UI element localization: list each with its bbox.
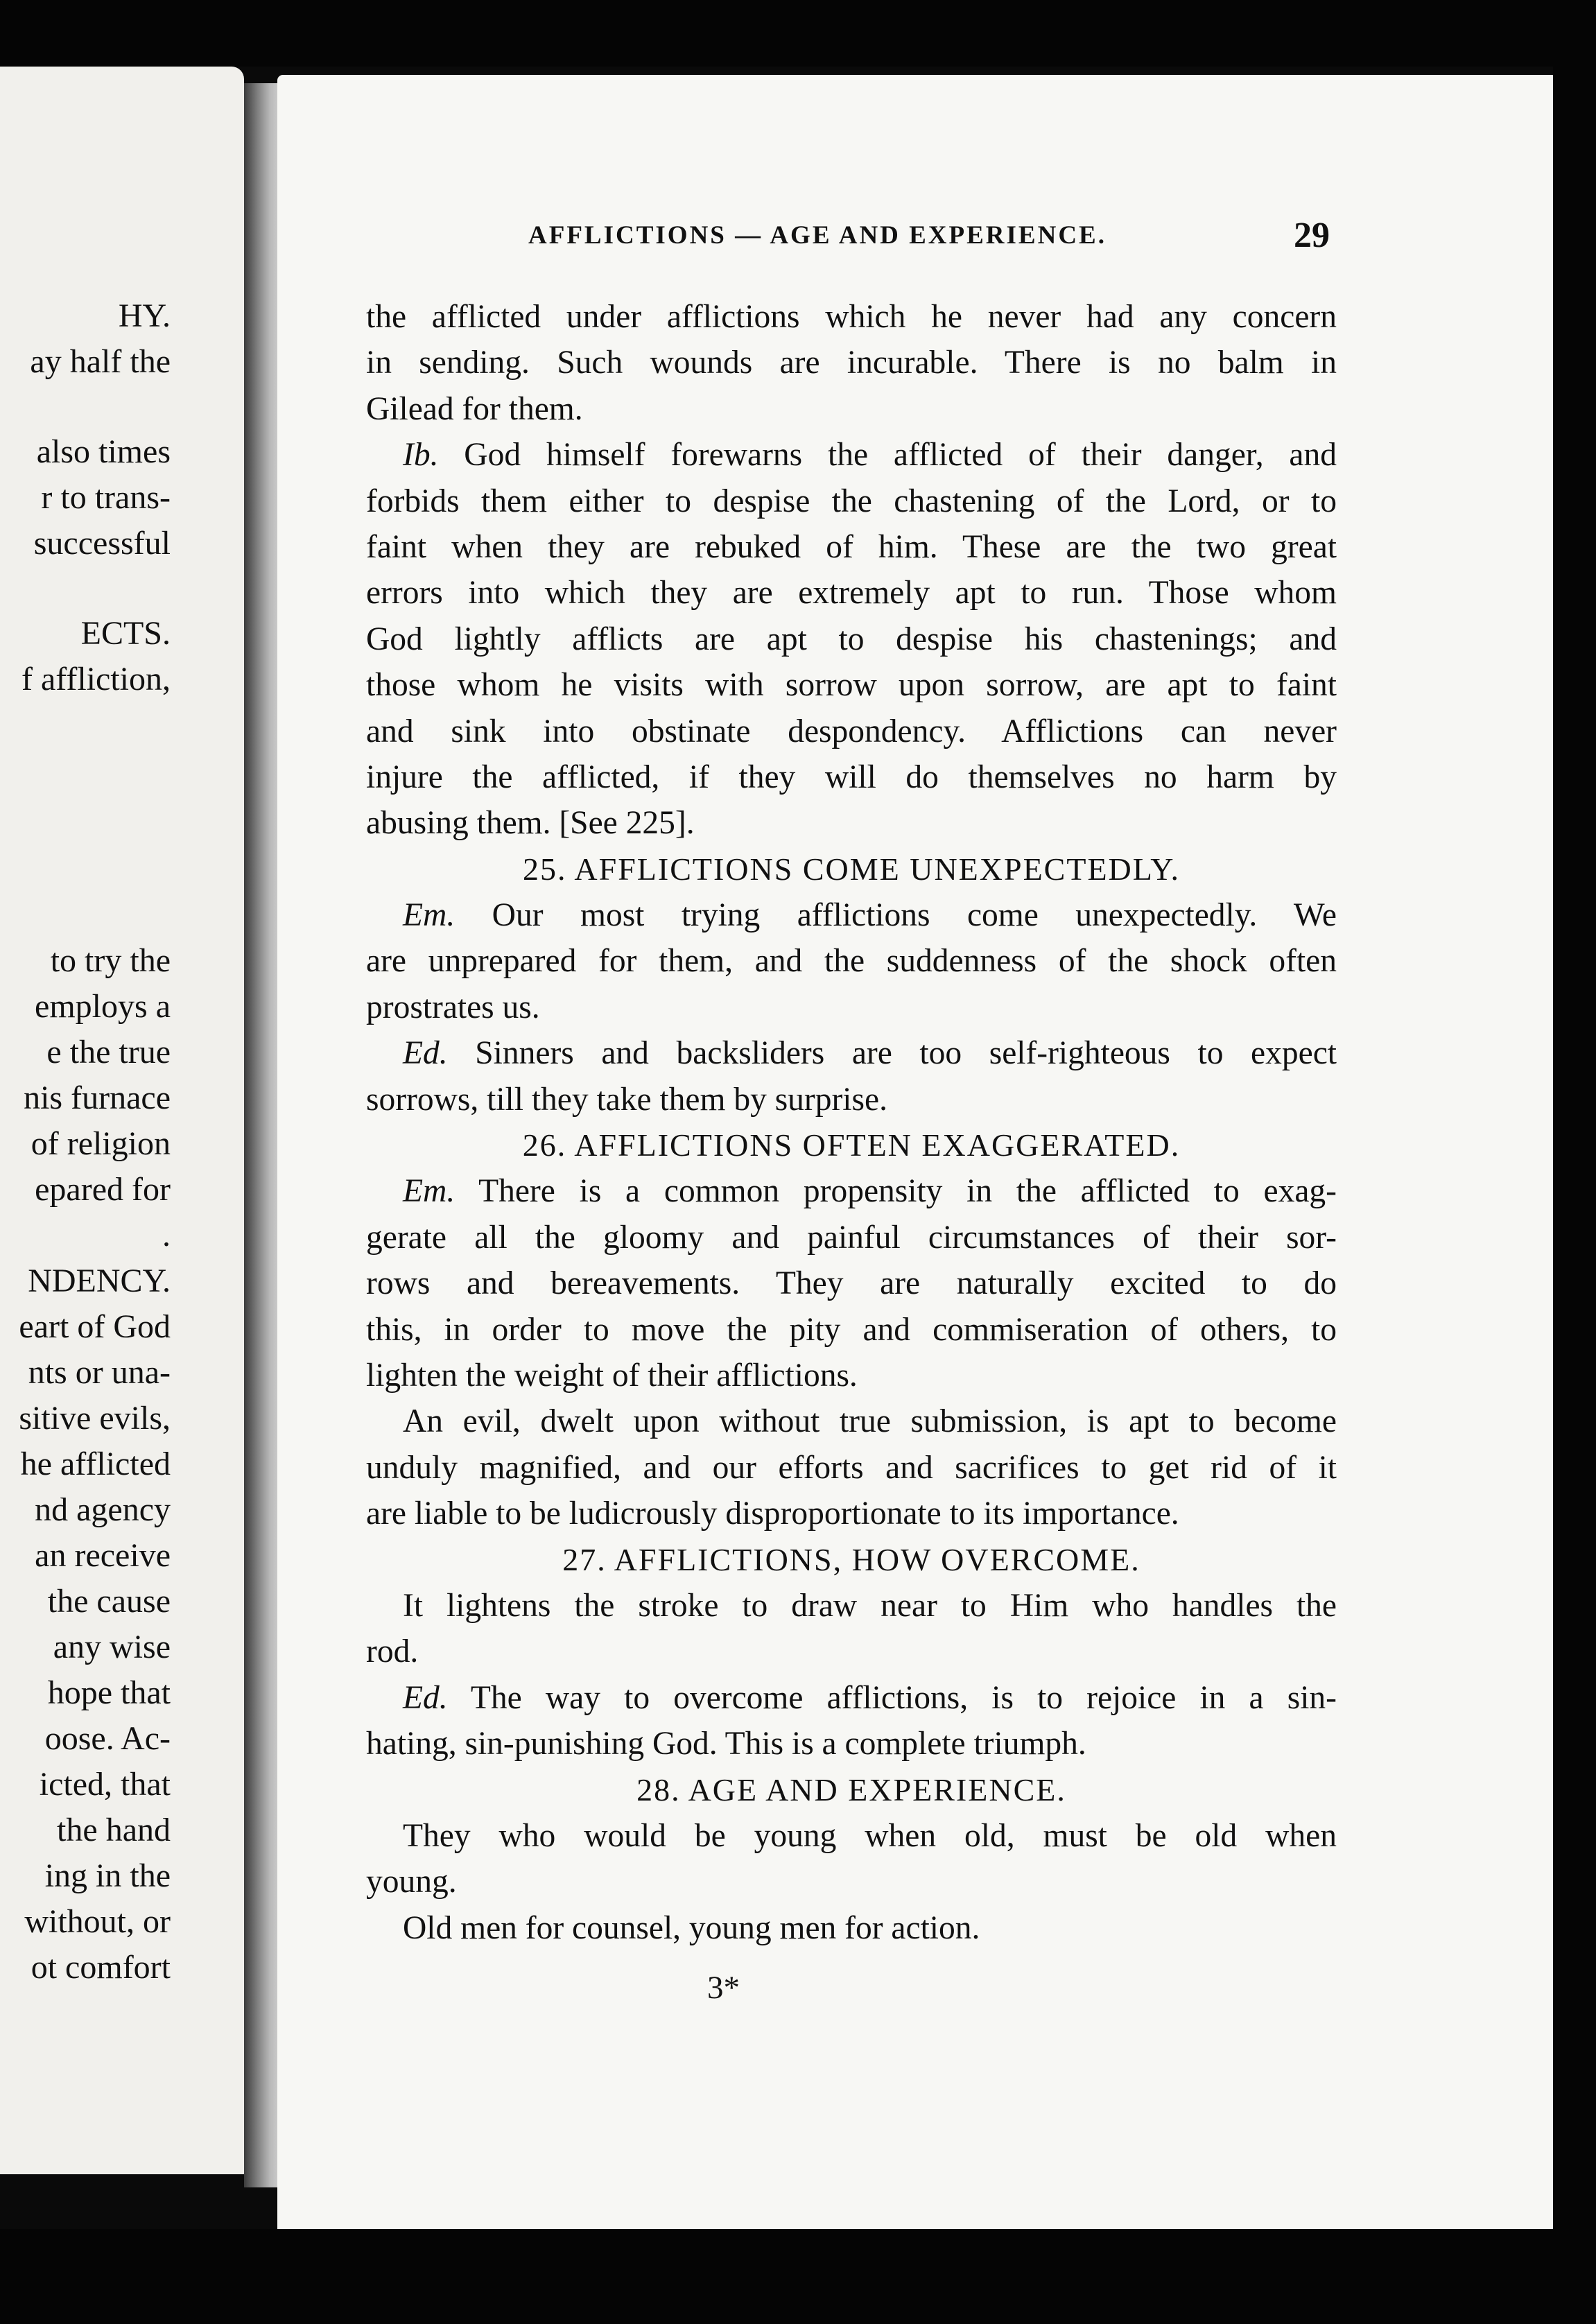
line-text: God himself forewarns the afflicted of their danger, and [464, 437, 1337, 474]
line-text: Our most trying afflictions come unexpectedly. We [492, 897, 1337, 934]
left-line: r to trans- [41, 479, 171, 516]
left-line: nis furnace [24, 1079, 171, 1116]
text-line: sorrows, till they take them by surprise. [366, 1081, 887, 1118]
section-heading-26: 26. AFFLICTIONS OFTEN EXAGGERATED. [522, 1127, 1181, 1163]
section-heading-27: 27. AFFLICTIONS, HOW OVERCOME. [562, 1541, 1140, 1577]
left-line: nts or una- [28, 1354, 171, 1391]
source-abbreviation: Ed. [403, 1035, 448, 1072]
section-heading-28: 28. AGE AND EXPERIENCE. [636, 1771, 1066, 1807]
text-line [366, 1030, 1337, 1076]
text-line [366, 1168, 1337, 1214]
left-line: without, or [24, 1903, 171, 1940]
scan-border-right [1553, 0, 1596, 2324]
left-line: also times [36, 433, 171, 470]
left-line: epared for [35, 1171, 171, 1208]
text-line: those whom he visits with sorrow upon sorrow, are apt to faint [366, 667, 1337, 704]
left-line: an receive [35, 1537, 171, 1574]
left-page-fragment [0, 67, 244, 2174]
text-line: forbids them either to despise the chastening of the Lord, or to [366, 483, 1337, 519]
text-line: faint when they are rebuked of him. These are the two great [366, 528, 1337, 565]
text-line: lighten the weight of their afflictions. [366, 1357, 858, 1394]
left-line: successful [33, 525, 171, 562]
left-line: NDENCY. [28, 1263, 171, 1299]
text-line: are liable to be ludicrously disproportionate to its importance. [366, 1495, 1179, 1532]
left-line: ot comfort [31, 1949, 171, 1986]
running-header: AFFLICTIONS — AGE AND EXPERIENCE. [528, 221, 1107, 250]
line-text: The way to overcome afflictions, is to rejoice in a sin- [470, 1679, 1337, 1716]
left-line: hope that [47, 1674, 171, 1711]
left-line: e the true [46, 1034, 171, 1070]
text-line: rod. [366, 1633, 419, 1670]
section-heading-25: 25. AFFLICTIONS COME UNEXPECTEDLY. [522, 851, 1181, 887]
text-line: this, in order to move the pity and commiseration of others, to [366, 1311, 1337, 1348]
text-line: injure the afflicted, if they will do themselves no harm by [366, 758, 1337, 795]
left-line: he afflicted [20, 1446, 171, 1482]
left-line: icted, that [39, 1766, 171, 1803]
text-line: hating, sin-punishing God. This is a complete triumph. [366, 1726, 1086, 1762]
left-line: the cause [47, 1583, 171, 1620]
text-line: Old men for counsel, young men for action. [403, 1909, 980, 1946]
text-column [366, 294, 1337, 1951]
line-text: There is a common propensity in the afflicted to exag- [478, 1173, 1337, 1210]
scan-border-top [0, 0, 1596, 67]
left-line: f affliction, [21, 661, 171, 697]
left-line: of religion [31, 1125, 171, 1162]
left-line: nd agency [35, 1491, 171, 1528]
left-line: oose. Ac- [44, 1720, 171, 1757]
left-line: ay half the [30, 343, 171, 380]
left-line: sitive evils, [19, 1400, 171, 1437]
text-line: prostrates us. [366, 989, 540, 1025]
left-line: ing in the [44, 1857, 171, 1894]
left-line: eart of God [19, 1308, 171, 1345]
text-line: abusing them. [See 225]. [366, 805, 695, 842]
text-line [366, 432, 1337, 478]
scan-border-bottom [0, 2229, 1596, 2324]
text-line: in sending. Such wounds are incurable. There is no balm in [366, 345, 1337, 381]
source-abbreviation: Ed. [403, 1679, 448, 1716]
text-line: rows and bereavements. They are naturally excited to do [366, 1265, 1337, 1302]
signature-mark: 3* [707, 1970, 740, 2006]
text-line: are unprepared for them, and the suddenness of the shock often [366, 943, 1337, 980]
left-line: to try the [50, 942, 171, 979]
source-abbreviation: Ib. [403, 437, 439, 474]
text-line [366, 1675, 1337, 1721]
left-line: employs a [35, 988, 171, 1025]
text-line: It lightens the stroke to draw near to Him who handles the [403, 1587, 1337, 1624]
text-line: and sink into obstinate despondency. Afflictions can never [366, 713, 1337, 749]
line-text: Sinners and backsliders are too self-righteous to expect [475, 1035, 1337, 1072]
text-line: Gilead for them. [366, 390, 583, 427]
text-line: gerate all the gloomy and painful circumstances of their sor- [366, 1219, 1337, 1256]
left-line: ECTS. [80, 615, 171, 652]
left-line: the hand [57, 1812, 171, 1848]
text-line: An evil, dwelt upon without true submission, is apt to become [403, 1403, 1337, 1440]
left-line: HY. [118, 297, 171, 334]
text-line: They who would be young when old, must be old when [403, 1817, 1337, 1854]
text-line: young. [366, 1864, 457, 1900]
text-line: errors into which they are extremely apt to run. Those whom [366, 575, 1337, 612]
left-line: . [162, 1217, 171, 1254]
left-line: any wise [53, 1629, 171, 1665]
text-line [366, 892, 1337, 938]
source-abbreviation: Em. [403, 897, 456, 934]
text-line: unduly magnified, and our efforts and sacrifices to get rid of it [366, 1449, 1337, 1486]
source-abbreviation: Em. [403, 1173, 456, 1210]
page-number: 29 [1294, 216, 1330, 255]
text-line: God lightly afflicts are apt to despise his chastenings; and [366, 621, 1337, 657]
text-line: the afflicted under afflictions which he never had any concern [366, 299, 1337, 335]
